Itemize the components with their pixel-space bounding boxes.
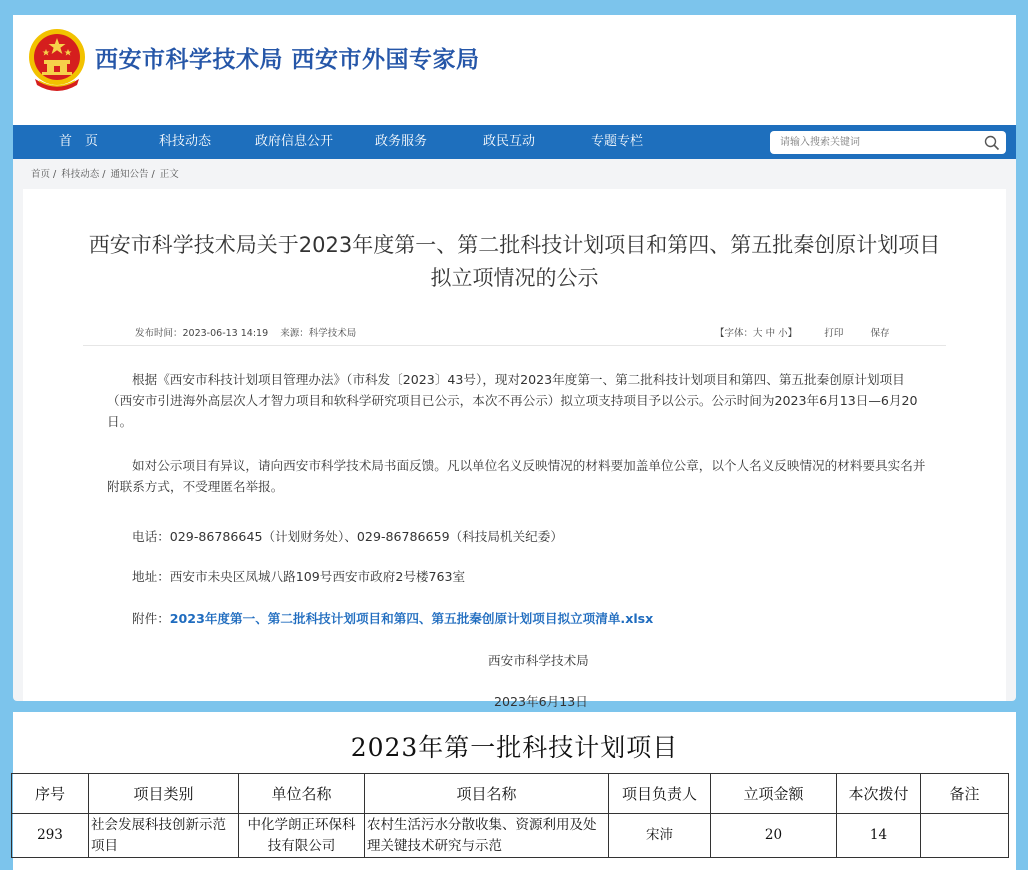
project-table-panel: [13, 712, 1016, 870]
breadcrumb-home[interactable]: 首页 /: [31, 169, 57, 180]
save-button[interactable]: 保存: [870, 328, 890, 339]
col-header-amount: 立项金额: [711, 774, 837, 814]
col-header-category: 项目类别: [89, 774, 239, 814]
article-tools: [715, 325, 890, 339]
breadcrumb-current: 正文: [159, 169, 179, 180]
cell-notes: [921, 814, 1009, 858]
font-size-label: 【字体：: [715, 328, 754, 339]
nav-item-special-topics[interactable]: 专题专栏: [591, 134, 644, 149]
cell-disbursed: 14: [837, 814, 921, 858]
breadcrumb-tech-news[interactable]: 科技动态 /: [61, 169, 106, 180]
table-row: [12, 814, 1009, 858]
cell-amount: 20: [711, 814, 837, 858]
attachment-link[interactable]: 2023年度第一、第二批科技计划项目和第四、第五批秦创原计划项目拟立项清单.xlsx: [169, 611, 654, 626]
attachment-line: [132, 608, 653, 627]
cell-index: 293: [12, 814, 89, 858]
article-meta: [135, 325, 356, 339]
site-header: [13, 15, 1016, 125]
paragraph-objection: 如对公示项目有异议，请向西安市科学技术局书面反馈。凡以单位名义反映情况的材料要加盖单位公章，以个人名义反映情况的材料要具实名并附联系方式，不受理匿名举报。: [107, 458, 926, 494]
font-size-large[interactable]: 大: [753, 328, 763, 339]
table-title: 2023年第一批科技计划项目: [350, 733, 679, 762]
font-size-small[interactable]: 小: [778, 328, 788, 339]
search-input[interactable]: [780, 131, 975, 154]
national-emblem-icon: [25, 27, 89, 93]
cell-leader: 宋沛: [609, 814, 711, 858]
col-header-project: 项目名称: [365, 774, 609, 814]
webpage-screenshot: [13, 15, 1016, 709]
search-icon[interactable]: [984, 135, 1000, 151]
col-header-leader: 项目负责人: [609, 774, 711, 814]
font-size-close: 】: [787, 328, 798, 339]
paragraph-intro: 根据《西安市科技计划项目管理办法》（市科发〔2023〕43号），现对2023年度第一、第二批科技计划项目和第四、第五批秦创原计划项目（西安市引进海外高层次人才智力项目和软科学研究项目已公示，本次不再公示）拟立项支持项目予以公示。公示时间为2023年6月13日—6月20日。: [107, 372, 918, 429]
signature-date: 2023年6月13日: [494, 694, 588, 709]
nav-item-interaction[interactable]: 政民互动: [483, 134, 536, 149]
table-header-row: [12, 774, 1009, 814]
attachment-label: 附件：: [132, 611, 170, 626]
publish-time: 发布时间：2023-06-13 14:19: [135, 328, 269, 339]
main-nav: [13, 125, 1016, 159]
cell-unit: 中化学朗正环保科技有限公司: [239, 814, 365, 858]
col-header-notes: 备注: [921, 774, 1009, 814]
search-box: [770, 131, 1006, 154]
site-title: 西安市科学技术局 西安市外国专家局: [95, 47, 480, 73]
font-size-medium[interactable]: 中: [765, 328, 776, 339]
cell-project: 农村生活污水分散收集、资源利用及处理关键技术研究与示范: [365, 814, 609, 858]
col-header-index: 序号: [12, 774, 89, 814]
nav-item-home[interactable]: 首 页: [59, 134, 99, 149]
nav-item-gov-info[interactable]: 政府信息公开: [255, 134, 334, 149]
breadcrumb: [31, 166, 181, 180]
project-table: [11, 773, 1009, 858]
nav-item-tech-news[interactable]: 科技动态: [159, 134, 212, 149]
col-header-unit: 单位名称: [239, 774, 365, 814]
article-title: 西安市科学技术局关于2023年度第一、第二批科技计划项目和第四、第五批秦创原计划项目拟立项情况的公示: [88, 233, 941, 290]
nav-item-services[interactable]: 政务服务: [375, 134, 428, 149]
col-header-disbursed: 本次拨付: [837, 774, 921, 814]
contact-address: 地址：西安市未央区凤城八路109号西安市政府2号楼763室: [132, 569, 466, 584]
print-button[interactable]: 打印: [824, 328, 844, 339]
signature: 西安市科学技术局: [488, 653, 589, 668]
contact-phone: 电话：029-86786645（计划财务处）、029-86786659（科技局机关纪委）: [132, 529, 563, 544]
article-source: 来源：科学技术局: [280, 328, 357, 339]
breadcrumb-notices[interactable]: 通知公告 /: [110, 169, 155, 180]
divider: [83, 345, 946, 346]
cell-category: 社会发展科技创新示范项目: [89, 814, 239, 858]
article-body: [23, 189, 1006, 709]
